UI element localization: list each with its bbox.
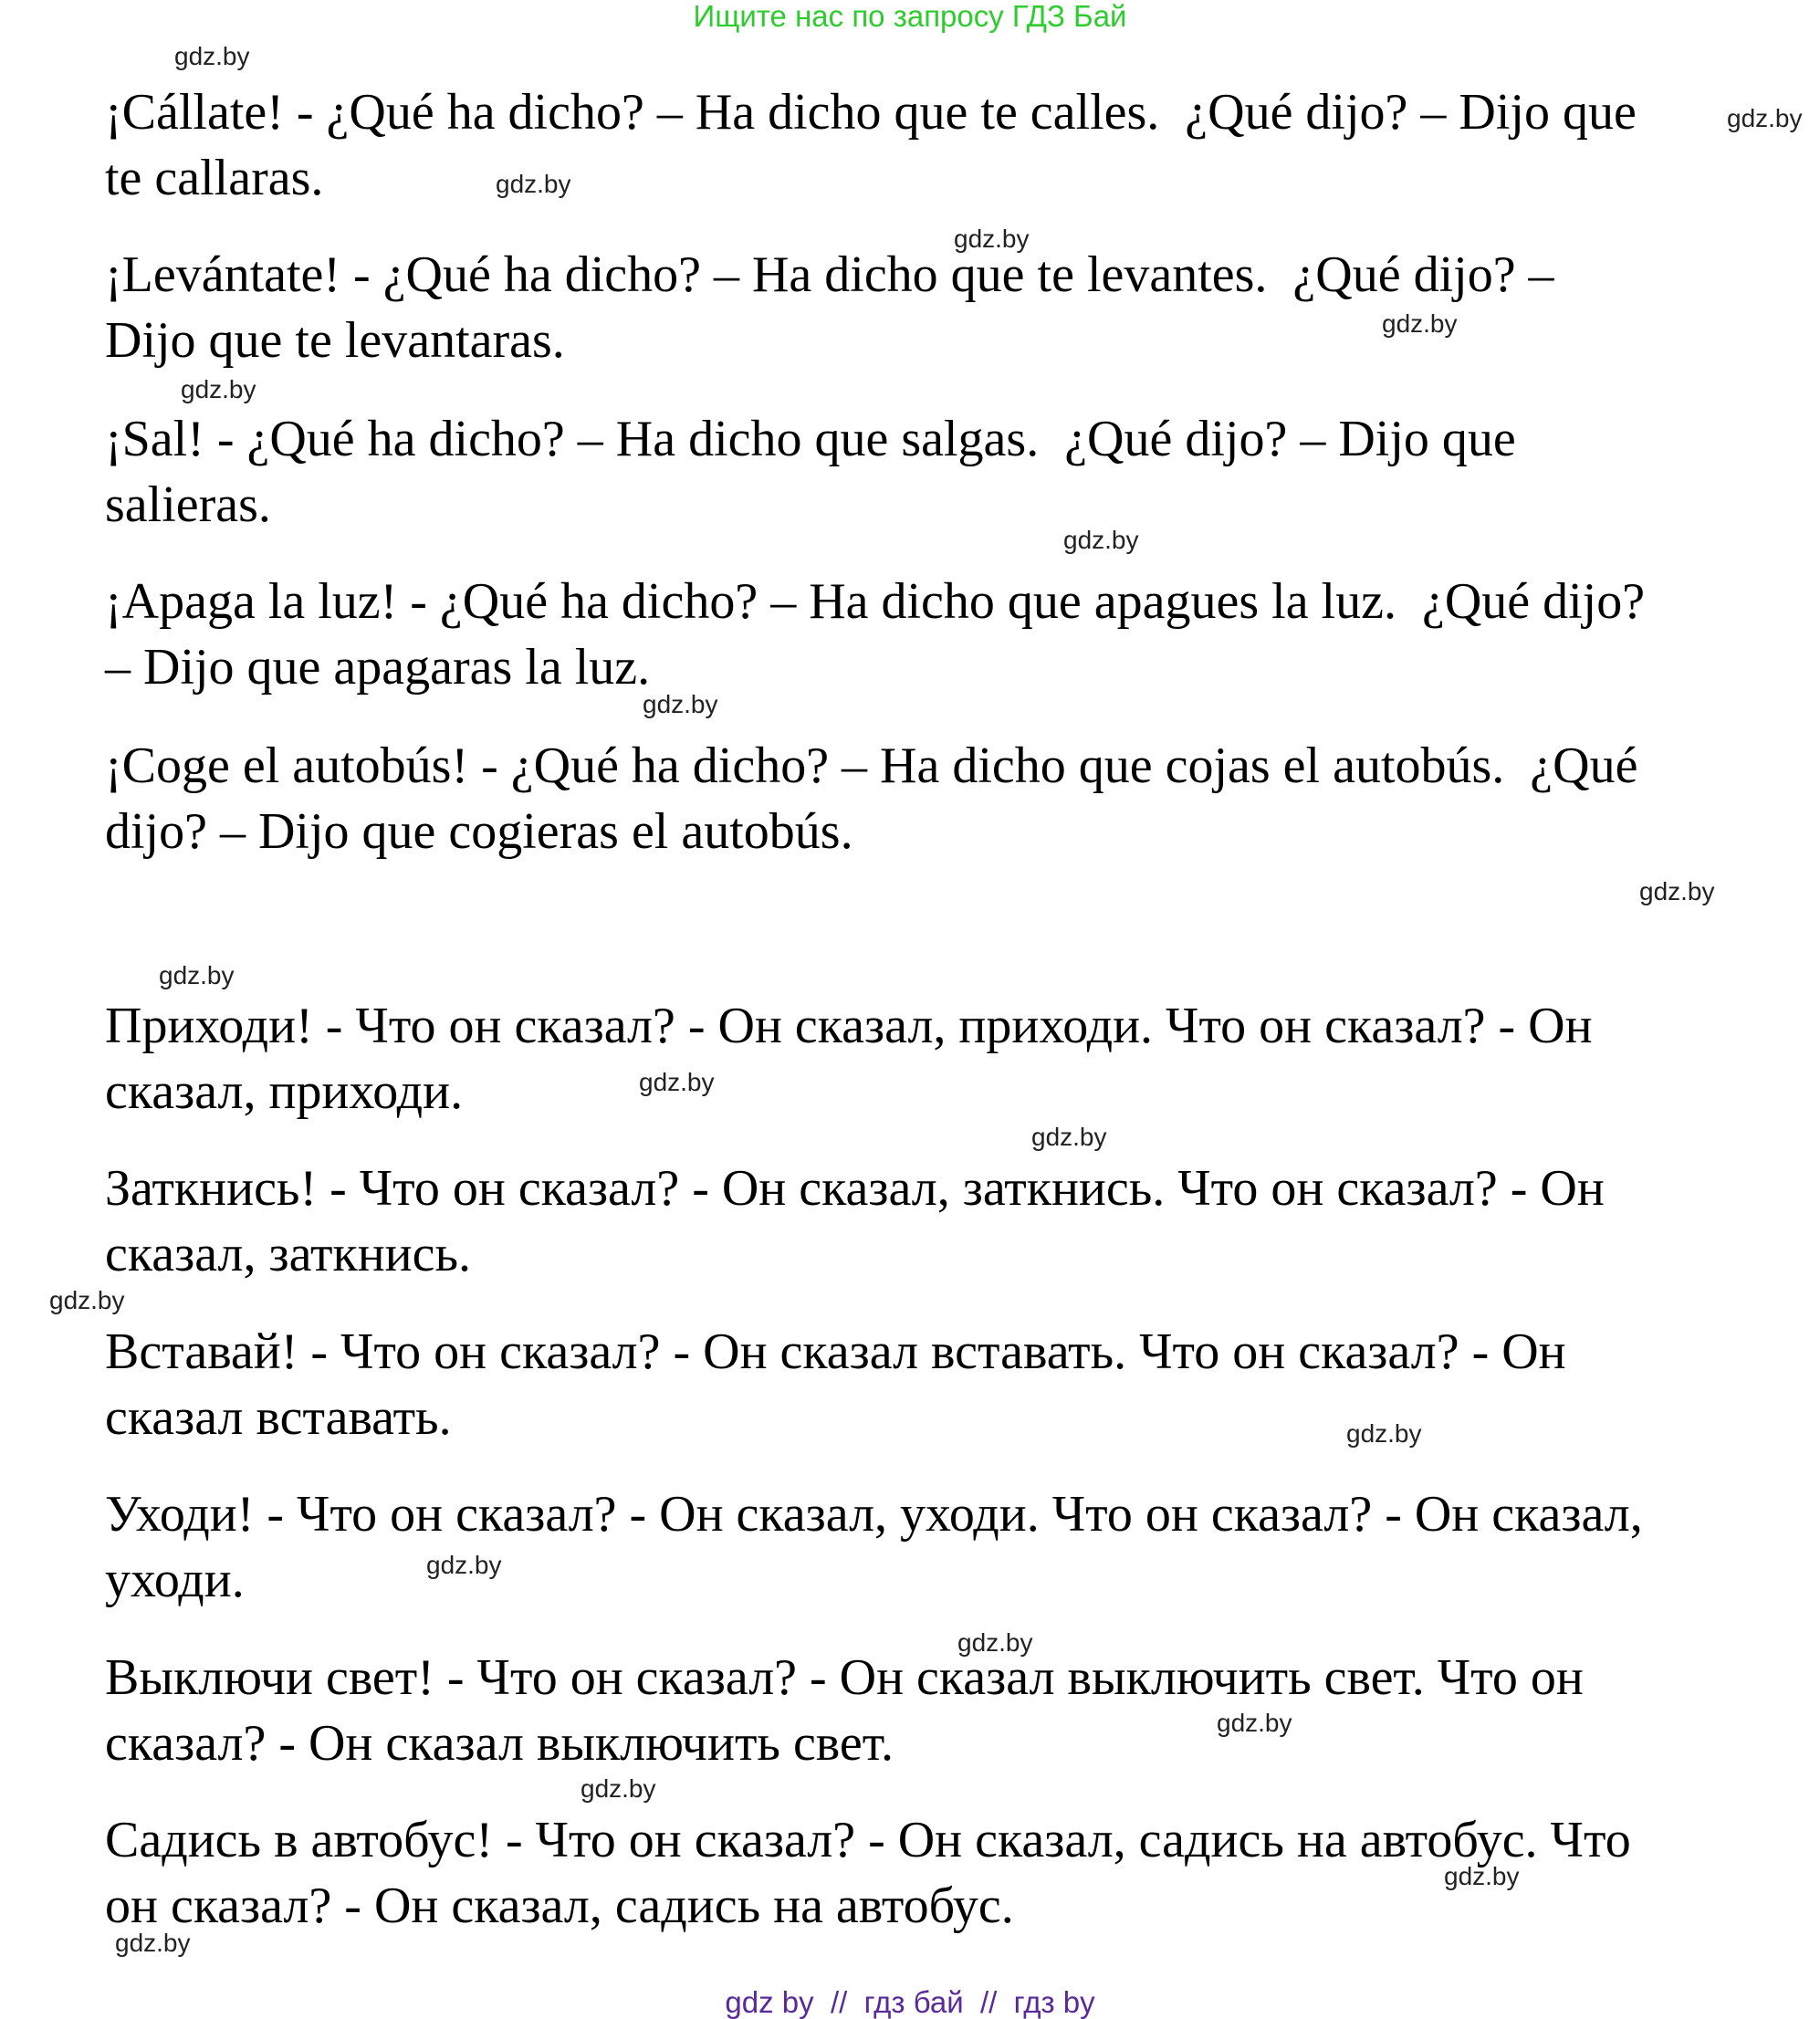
- watermark: gdz.by: [174, 42, 250, 70]
- line: dijo? – Dijo que cogieras el autobús.: [105, 803, 853, 860]
- watermark: gdz.by: [181, 375, 256, 403]
- watermark: gdz.by: [1063, 526, 1139, 554]
- line: ¡Levántate! - ¿Qué ha dicho? – Ha dicho que te levantes. ¿Qué dijo? –: [105, 246, 1554, 303]
- line: Заткнись! - Что он сказал? - Он сказал, заткнись. Что он сказал? - Он: [105, 1160, 1605, 1217]
- line: te callaras.: [105, 150, 324, 206]
- watermark: gdz.by: [496, 170, 571, 198]
- line: ¡Coge el autobús! - ¿Qué ha dicho? – Ha dicho que cojas el autobús. ¿Qué: [105, 738, 1638, 794]
- paragraph: [105, 733, 1637, 864]
- footer-banner: gdz by // гдз бай // гдз by: [725, 1985, 1095, 2019]
- paragraph: [105, 1156, 1605, 1287]
- line: сказал, приходи.: [105, 1063, 464, 1120]
- paragraph: [105, 1481, 1643, 1613]
- line: сказал? - Он сказал выключить свет.: [105, 1715, 894, 1772]
- paragraph: [105, 79, 1637, 211]
- line: salieras.: [105, 476, 271, 533]
- line: Вставай! - Что он сказал? - Он сказал вставать. Что он сказал? - Он: [105, 1323, 1566, 1380]
- watermark: gdz.by: [159, 961, 235, 989]
- watermark: gdz.by: [1031, 1123, 1107, 1151]
- line: сказал, заткнись.: [105, 1226, 472, 1282]
- watermark: gdz.by: [1217, 1709, 1292, 1737]
- line: Уходи! - Что он сказал? - Он сказал, уходи. Что он сказал? - Он сказал,: [105, 1486, 1643, 1543]
- line: Dijo que te levantaras.: [105, 312, 565, 369]
- watermark: gdz.by: [957, 1628, 1033, 1657]
- line: ¡Sal! - ¿Qué ha dicho? – Ha dicho que salgas. ¿Qué dijo? – Dijo que: [105, 411, 1516, 467]
- watermark: gdz.by: [1639, 877, 1715, 905]
- paragraph: [105, 569, 1645, 700]
- watermark: gdz.by: [49, 1286, 125, 1314]
- watermark: gdz.by: [1444, 1862, 1520, 1890]
- watermark: gdz.by: [1346, 1419, 1422, 1448]
- line: сказал вставать.: [105, 1389, 452, 1446]
- watermark: gdz.by: [639, 1068, 715, 1096]
- line: уходи.: [105, 1552, 245, 1608]
- paragraph: [105, 406, 1516, 538]
- watermark: gdz.by: [115, 1929, 191, 1957]
- watermark: gdz.by: [1727, 104, 1803, 132]
- paragraph: [105, 1645, 1584, 1776]
- watermark: gdz.by: [643, 690, 718, 718]
- line: Выключи свет! - Что он сказал? - Он сказал выключить свет. Что он: [105, 1649, 1584, 1706]
- line: Садись в автобус! - Что он сказал? - Он сказал, садись на автобус. Что: [105, 1812, 1631, 1868]
- line: Приходи! - Что он сказал? - Он сказал, приходи. Что он сказал? - Он: [105, 998, 1593, 1054]
- paragraph: [105, 993, 1593, 1125]
- line: – Dijo que apagaras la luz.: [105, 639, 651, 696]
- watermark: gdz.by: [1382, 309, 1458, 338]
- watermark: gdz.by: [954, 225, 1030, 253]
- watermark: gdz.by: [581, 1774, 656, 1803]
- paragraph: [105, 1807, 1631, 1939]
- line: ¡Apaga la luz! - ¿Qué ha dicho? – Ha dicho que apagues la luz. ¿Qué dijo?: [105, 573, 1646, 630]
- paragraph: [105, 242, 1554, 373]
- header-banner: Ищите нас по запросу ГДЗ Бай: [693, 0, 1127, 33]
- watermark: gdz.by: [426, 1551, 502, 1579]
- line: ¡Cállate! - ¿Qué ha dicho? – Ha dicho que te calles. ¿Qué dijo? – Dijo que: [105, 84, 1637, 141]
- line: он сказал? - Он сказал, садись на автобус.: [105, 1878, 1014, 1934]
